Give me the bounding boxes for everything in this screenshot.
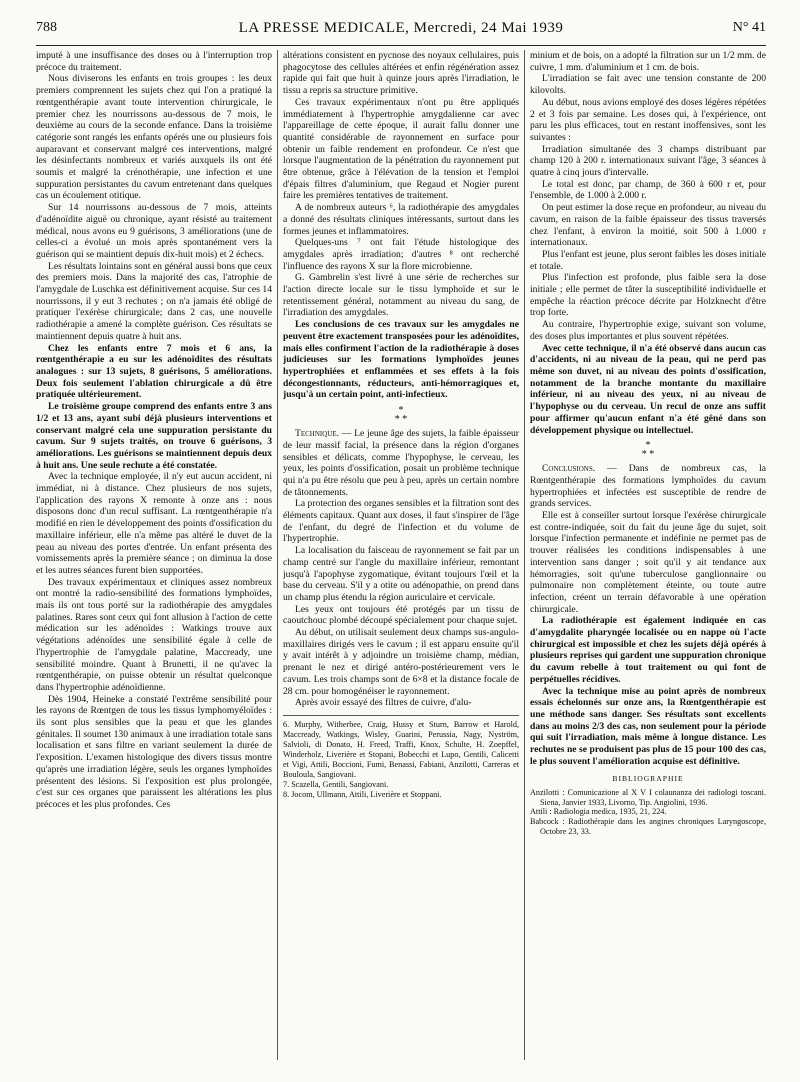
column-divider (277, 50, 278, 1060)
running-header (36, 20, 766, 42)
paragraph: L'irradiation se fait avec une tension constante de 200 kilovolts. (530, 73, 766, 97)
bibliography-title: BIBLIOGRAPHIE (612, 774, 684, 784)
page-number: 788 (36, 20, 57, 35)
paragraph: G. Gambrelin s'est livré à une série de recherches sur l'action directe locale sur le tissu lymphoïde et sur le retentissement général, notamment au niveau du sang, de l'irradiation des amygdales. (283, 272, 519, 319)
paragraph: Ces travaux expérimentaux n'ont pu être appliqués immédiatement à l'hypertrophie amygdalienne car avec l'appareillage de cette époque, il aurait fallu donner une quantité considérable de rayonnement en surface pour obtenir un faible rendement en profondeur. Ce n'est que lorsque l'augmentation de la pénétration du rayonnement put être obtenue, grâce à l'élévation de la tension et l'emploi d'épais filtres d'aluminium, que Regaud et Nogier purent faire les premières tentatives de traitement. (283, 96, 519, 202)
paragraph: Quelques-uns ⁷ ont fait l'étude histologique des amygdales après irradiation; d'autres ⁸ ont recherché l'influence des rayons X sur la flore microbienne. (283, 237, 519, 272)
footnote: 6. Murphy, Witherbee, Craig, Hussy et Sturn, Barrow et Harold, Maccready, Watkings, Wisley, Guarini, Perussia, Nagy, Nyström, Salvioli, di Donato, H. Freed, Traffi, Knox, Schulte, H. Zoepffel, Winderholz, Liverière et Stopani, Bobecchi et Lupo, Gentili, Calicetti et Vigi, Attili, Boccioni, Fumi, Benassi, Fabiani, Anzilotti, Carreras et Bouloula, Sangiovani. (283, 719, 519, 779)
paragraph: altérations consistent en pycnose des noyaux cellulaires, puis phagocytose des cellules altérées et enfin régénération assez rapide qui fait que huit à quinze jours après l'irradiation, le tissu a repris sa structure primitive. (283, 50, 519, 97)
footnotes (283, 715, 519, 800)
footnote: 8. Jocom, Ullmann, Attili, Liverière et Stoppani. (283, 789, 442, 799)
paragraph: Plus l'infection est profonde, plus faible sera la dose initiale ; elle permet de tâter la susceptibilité individuelle et empêche la réaction précoce décrite par Holzknecht d'être trop forte. (530, 272, 766, 319)
paragraph: La radiothérapie est également indiquée en cas d'amygdalite pharyngée localisée ou en nappe où l'acte chirurgical est impossible et chez les sujets déjà opérés à plusieurs reprises qui gardent une suppuration chronique du cavum rebelle à tout traitement ou qui font de perpétuelles récidives. (530, 615, 766, 685)
section-separator: * * * (641, 440, 655, 461)
paragraph: Après avoir essayé des filtres de cuivre, d'alu- (295, 697, 472, 709)
paragraph: Technique. — Le jeune âge des sujets, la faible épaisseur de leur massif facial, la présence dans la région d'organes sensibles et délicats, comme l'hypophyse, le cerveau, les yeux, les points d'ossification, posait un problème technique qui n'a pu être résolu que peu à peu, après un certain nombre de tâtonnements. (283, 428, 519, 498)
paragraph: Au début, nous avions employé des doses légères répétées 2 et 3 fois par semaine. Les doses qui, à l'expérience, ont paru les plus efficaces, tout en restant inoffensives, sont les suivantes : (530, 96, 766, 143)
paragraph: A de nombreux auteurs ⁶, la radiothérapie des amygdales a donné des résultats cliniques intéressants, surtout dans les formes jeunes et inflammatoires. (283, 202, 519, 237)
header-rule (36, 45, 766, 46)
paragraph: Sur 14 nourrissons au-dessous de 7 mois, atteints d'adénoïdite aiguë ou chronique, ayant résisté au traitement médical, nous avons eu 9 guérisons, 3 améliorations (une de celles-ci a évolué un mois après spontanément vers la guérison qui se maintient depuis dix-huit mois) et 2 échecs. (36, 202, 272, 260)
section-label: Conclusions. (542, 463, 596, 475)
section-label: Technique. (295, 428, 340, 440)
paragraph: Le troisième groupe comprend des enfants entre 3 ans 1/2 et 13 ans, ayant subi déjà plusieurs interventions et conservant malgré cela une suppuration persistante du cavum. Sur 9 sujets traités, on trouve 6 guérisons, 3 améliorations. Les guérisons se maintiennent depuis deux à huit ans. Une seule rechute a été constatée. (36, 401, 272, 471)
footnote: 7. Scazella, Gentili, Sangiovani. (283, 779, 389, 789)
paragraph: Nous diviserons les enfants en trois groupes : les deux premiers comprennent les sujets chez qui l'on a pratiqué la rœntgenthérapie avant toute intervention chirurgicale, le premier chez les nourrissons au-dessous de 7 mois, le deuxième au cours de la seconde enfance. Dans la troisième catégorie sont rangés les enfants opérés une ou plusieurs fois auparavant et conservant malgré ces interventions, malgré les désinfectants nombreux et variés auxquels ils ont été soumis et malgré la crénothérapie, une infection et une suppuration persistantes du cavum entretenant dans quelques cas un écoulement otitique. (36, 73, 272, 202)
paragraph: Le total est donc, par champ, de 360 à 600 r et, pour l'ensemble, de 1.000 à 2.000 r. (530, 178, 766, 202)
bibliography-entry: Anzilotti : Comunicazione al X V I colaunanza dei radiologi toscani. Siena, Janvier 1933, Livorno, Tip. Angiolini, 1936. (530, 788, 766, 807)
paragraph: Les résultats lointains sont en général aussi bons que ceux des premiers mois. Dans la majorité des cas, l'atrophie de l'amygdale de Luschka est définitivement acquise. Sur ces 14 nourrissons, il y eut 3 rechutes ; on n'a jamais été obligé de pratiquer l'exérèse chirurgicale; dans 2 cas, une nouvelle radiothérapie a amené la complète guérison. Ces résultats se maintiennent depuis quatre à huit ans. (36, 260, 272, 342)
paragraph: Avec cette technique, il n'a été observé dans aucun cas d'accidents, ni au niveau de la peau, qui ne perd pas même son duvet, ni au niveau des points d'ossification, notamment de la branche montante du maxillaire inférieur, ni au niveau des yeux, ni au niveau de l'hypophyse ou du cerveau. Un recul de onze ans suffit pour affirmer qu'aucun enfant n'a été gêné dans son développement physique ou intellectuel. (530, 342, 766, 436)
column-2 (283, 50, 519, 1070)
paragraph: Les conclusions de ces travaux sur les amygdales ne peuvent être exactement transposées pour les adénoïdites, mais elles confirment l'action de la radiothérapie à doses judicieuses sur les formations lymphoïdes jeunes hypertrophiées et enflammées et ses effets à la fois décongestionnants, réducteurs, anti-hémorragiques et, jusqu'à un certain point, anti-infectieux. (283, 319, 519, 401)
issue-number: N° 41 (732, 20, 766, 35)
journal-title: LA PRESSE MEDICALE, Mercredi, 24 Mai 1939 (238, 20, 564, 36)
paragraph: Dès 1904, Heineke a constaté l'extrême sensibilité pour les rayons de Rœntgen de tous les tissus lymphomyéloïdes : ils sont plus sensibles que la peau et que les glandes génitales. Il soumet 130 animaux à une irradiation totale sans localisation et sans filtre en variant seulement la durée de l'exposition. L'examen histologique des divers tissus montre qu'après une irradiation légère, seuls les organes lymphoïdes présentent des lésions. Si l'exposition est plus prolongée, c'est sur ces organes que paraissent les altérations les plus précoces et les plus profondes. Ces (36, 693, 272, 810)
bibliography-entry: Babcock : Radiothérapie dans les angines chroniques Laryngoscope, Octobre 23, 33. (530, 816, 766, 836)
paragraph: La protection des organes sensibles et la filtration sont des éléments capitaux. Quant aux doses, il faut s'inspirer de l'âge de l'enfant, du degré de l'infection et du volume de l'hypertrophie. (283, 498, 519, 545)
paragraph: Au début, on utilisait seulement deux champs sus-angulo-maxillaires dirigés vers le cavum ; il est apparu ensuite qu'il y avait intérêt à y adjoindre un troisième champ, médian, prenant le nez et dirigé antéro-postérieurement vers le cavum. Les trois champs sont de 6×8 et la distance focale de 28 cm. pour homogénéiser le rayonnement. (283, 627, 519, 697)
paragraph: minium et de bois, on a adopté la filtration sur un 1/2 mm. de cuivre, 1 mm. d'aluminium et 1 cm. de bois. (530, 50, 766, 73)
bibliography-entry: Attili : Radiologia medica, 1935, 21, 224. (530, 807, 667, 817)
paragraph: Au contraire, l'hypertrophie exige, suivant son volume, des doses plus importantes et plus souvent répétées. (530, 319, 766, 342)
column-1 (36, 50, 272, 1070)
paragraph: Plus l'enfant est jeune, plus seront faibles les doses initiale et totale. (530, 248, 766, 272)
column-divider (524, 50, 525, 1060)
paragraph: Avec la technique employée, il n'y eut aucun accident, ni immédiat, ni à distance. Chez plusieurs de nos sujets, l'application des rayons X remonte à onze ans : nous disposons donc d'un recul suffisant. La rœntgenthérapie n'a modifié en rien le développement des points d'ossification du maxillaire inférieur, elle n'a même pas altéré le duvet de la peau au niveau des portes d'entrée. Un enfant présenta des vomissements après la première séance ; on diminua la dose et les autres séances furent bien supportées. (36, 471, 272, 576)
column-3 (530, 50, 766, 1070)
bibliography (530, 788, 766, 836)
paragraph: imputé à une insuffisance des doses ou à l'interruption trop précoce du traitement. (36, 50, 272, 73)
section-separator: * * * (394, 405, 408, 426)
paragraph: Irradiation simultanée des 3 champs distribuant par champ 120 à 200 r. internationaux suivant l'âge, 3 séances à quatre à cinq jours d'intervalle. (530, 143, 766, 179)
paragraph: On peut estimer la dose reçue en profondeur, au niveau du cavum, en raison de la faible épaisseur des tissus traversés chez l'enfant, à environ la moitié, soit 500 à 1.000 r internationaux. (530, 202, 766, 249)
paragraph: Les yeux ont toujours été protégés par un tissu de caoutchouc plombé découpé spécialement pour chaque sujet. (283, 603, 519, 627)
paragraph: Elle est à conseiller surtout lorsque l'exérèse chirurgicale est contre-indiquée, soit du fait du jeune âge du sujet, soit lorsque l'infection permanente et indéfinie ne permet pas de trouver réalisées les conditions indispensables à une intervention sans danger ; soit qu'il y ait tendance aux hémorragies, soit qu'une tuberculose ganglionnaire ou pulmonaire non complètement éteinte, ou toute autre infection, créent un terrain défavorable à une opération chirurgicale. (530, 510, 766, 615)
paragraph: Des travaux expérimentaux et cliniques assez nombreux ont montré la radio-sensibilité des formations lymphoïdes, mais ils ont tous porté sur la radiothérapie des amygdales palatines. Rares sont ceux qui font allusion à l'action de cette médication sur les adénoïdes : Watkings trouve aux végétations adénoïdes une sensibilité égale à celle de l'hypertrophie de l'amygdale palatine, Maccready, une sensibilité moindre. Quant à Brunetti, il ne qu'avec la rœntgenthérapie, on puisse obtenir un résultat quelconque dans l'hypertrophie adénoïdienne. (36, 576, 272, 693)
paragraph: Avec la technique mise au point après de nombreux essais échelonnés sur onze ans, la Rœntgenthérapie est une méthode sans danger. Ses résultats sont excellents dans au moins 2/3 des cas, non seulement pour la période qui suit l'irradiation, mais même à longue distance. Les rechutes ne se produisent pas plus de 15 pour 100 des cas, le plus souvent l'amélioration acquise est définitive. (530, 685, 766, 767)
paragraph: La localisation du faisceau de rayonnement se fait par un champ centré sur l'angle du maxillaire inférieur, remontant jusqu'à l'apophyse zygomatique, évitant toujours l'œil et la base du cerveau. S'il y a otite ou adénopathie, on prend dans un champ plus étendu la région auriculaire et cervicale. (283, 545, 519, 603)
paragraph: Chez les enfants entre 7 mois et 6 ans, la rœntgenthérapie a eu sur les adénoïdites des résultats analogues : sur 13 sujets, 8 guérisons, 5 améliorations. Deux fois seulement l'ablation chirurgicale a dû être pratiquée ultérieurement. (36, 342, 272, 401)
paragraph: Conclusions. — Dans de nombreux cas, la Rœntgenthérapie des formations lymphoïdes du cavum hypertrophiées et infectées est susceptible de rendre de grands services. (530, 463, 766, 510)
